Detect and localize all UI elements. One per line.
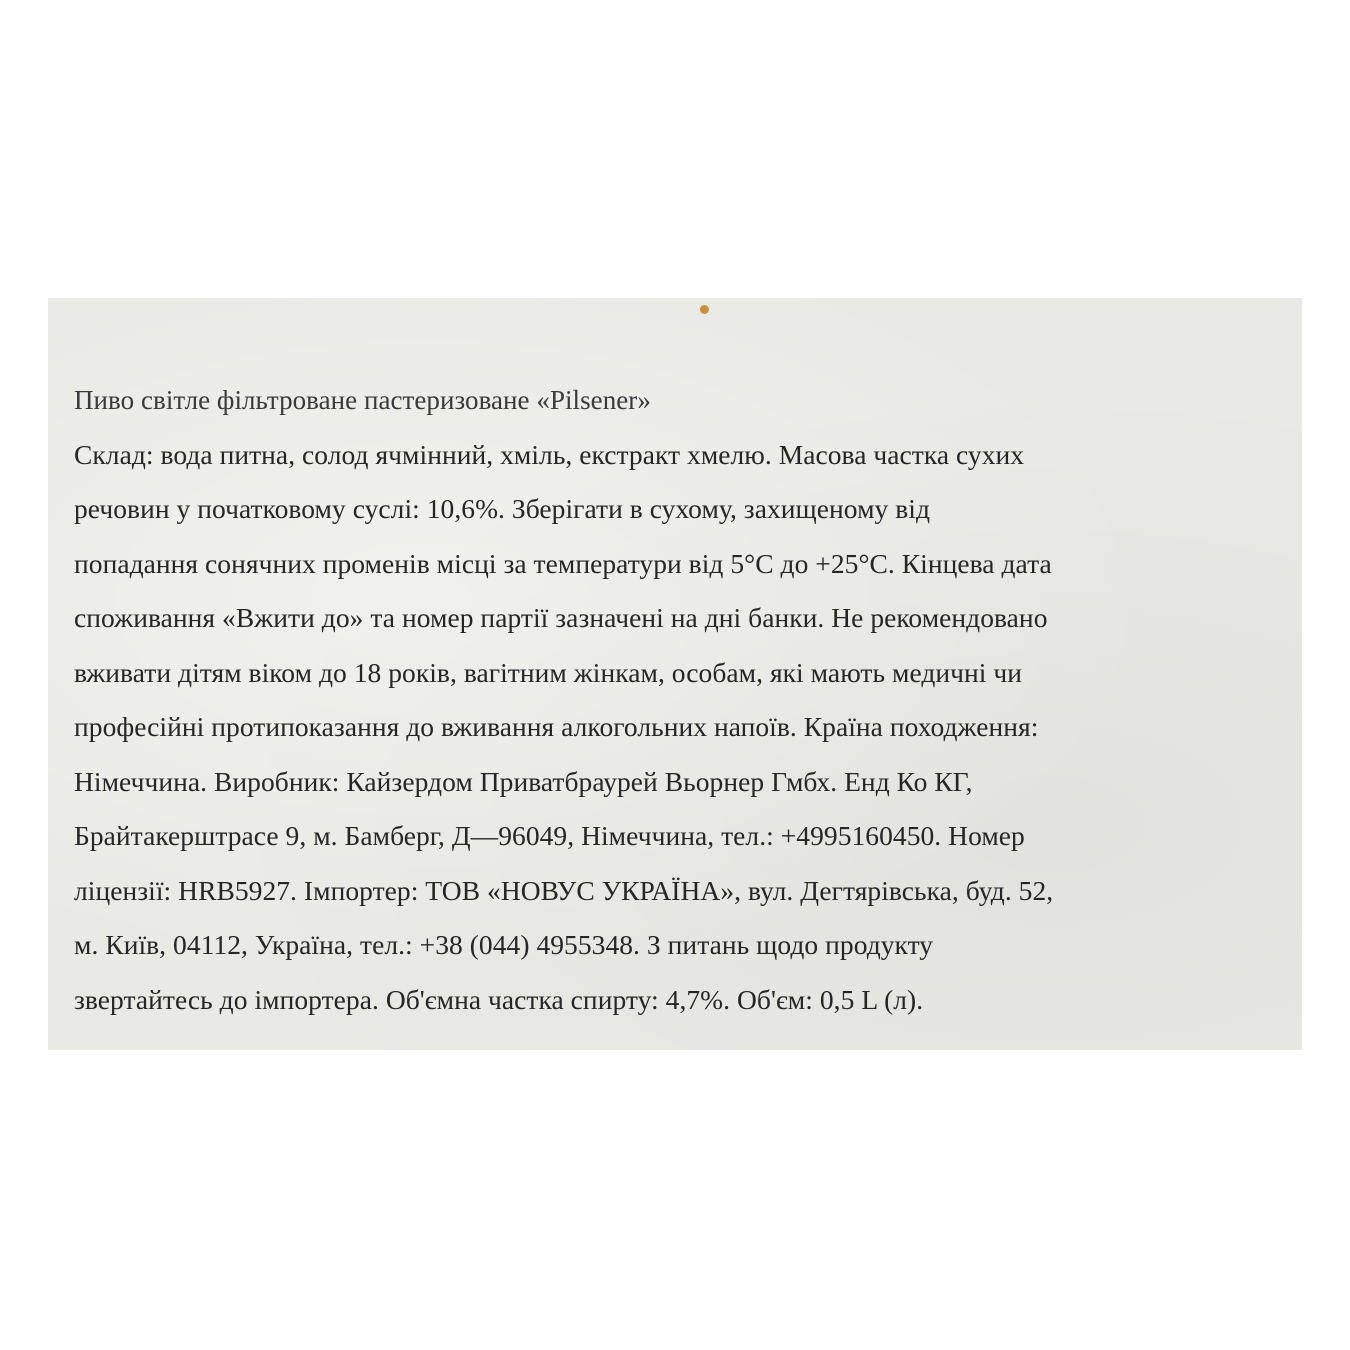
label-text-block <box>74 384 1284 1038</box>
label-line: Німеччина. Виробник: Кайзердом Приватбраурей Вьорнер Гмбх. Енд Ко КГ, <box>74 765 973 797</box>
label-line: попадання сонячних променів місці за температури від 5°C до +25°C. Кінцева дата <box>74 547 1052 579</box>
label-line: ліцензії: HRB5927. Імпортер: ТОВ «НОВУС УКРАЇНА», вул. Дегтярівська, буд. 52, <box>74 874 1054 906</box>
label-line: Склад: вода питна, солод ячмінний, хміль, екстракт хмелю. Масова частка сухих <box>74 438 1025 470</box>
label-line: споживання «Вжити до» та номер партії зазначені на дні банки. Не рекомендовано <box>74 602 1048 633</box>
label-line: вживати дітям віком до 18 років, вагітним жінкам, особам, які мають медичні чи <box>74 656 1023 688</box>
label-line: Брайтакерштрасе 9, м. Бамберг, Д—96049, Німеччина, тел.: +4995160450. Номер <box>74 820 1025 851</box>
label-line: м. Київ, 04112, Україна, тел.: +38 (044) 4955348. З питань щодо продукту <box>74 929 934 960</box>
label-line: речовин у початковому суслі: 10,6%. Зберігати в сухому, захищеному від <box>74 493 931 524</box>
label-speck <box>700 305 709 314</box>
label-line: професійні протипоказання до вживання алкогольних напоїв. Країна походження: <box>74 711 1039 742</box>
label-line: звертайтесь до імпортера. Об'ємна частка спирту: 4,7%. Об'єм: 0,5 L (л). <box>74 983 924 1015</box>
product-title: Пиво світле фільтроване пастеризоване «Pilsener» <box>74 385 651 415</box>
